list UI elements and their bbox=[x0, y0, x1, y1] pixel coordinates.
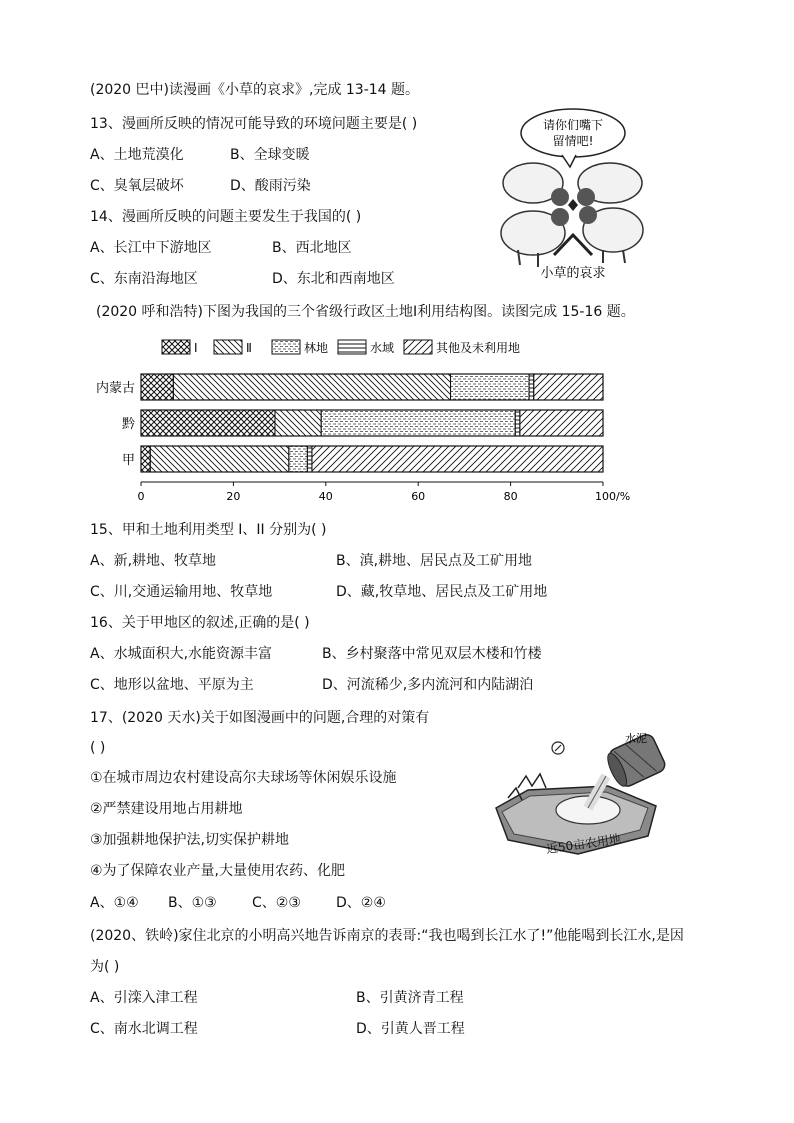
q14-option-d: D、东北和西南地区 bbox=[272, 271, 395, 287]
sheep-grazing-cartoon-icon bbox=[498, 105, 648, 285]
q17-option-a: A、①④ bbox=[90, 895, 139, 911]
x-tick-label: 60 bbox=[411, 490, 426, 503]
q13-option-a: A、土地荒漠化 bbox=[90, 147, 184, 163]
q18-stem: (2020、铁岭)家住北京的小明高兴地告诉南京的表哥:“我也喝到长江水了!”他能喝到长江水,是因 bbox=[90, 928, 684, 944]
cartoon1-speech-line1: 请你们嘴下 bbox=[542, 118, 604, 132]
cartoon2-ground-label: 近50亩农用地 bbox=[545, 831, 622, 857]
bar-segment bbox=[275, 410, 321, 436]
q13-option-b: B、全球变暖 bbox=[230, 147, 310, 163]
bar-segment bbox=[321, 410, 515, 436]
q17-option-c: C、②③ bbox=[252, 895, 301, 911]
x-tick-label: 80 bbox=[503, 490, 518, 503]
bar-segment bbox=[312, 446, 603, 472]
legend-swatch bbox=[272, 340, 300, 354]
q16-option-c: C、地形以盆地、平原为主 bbox=[90, 677, 254, 693]
bar-segment bbox=[141, 410, 275, 436]
intro-text-2: (2020 呼和浩特)下图为我国的三个省级行政区土地Ⅰ利用结构图。读图完成 15-16 题。 bbox=[96, 304, 635, 320]
legend-label: Ⅰ bbox=[194, 341, 198, 355]
cement-mixer-cartoon-icon bbox=[488, 728, 668, 858]
q18-option-c: C、南水北调工程 bbox=[90, 1021, 198, 1037]
category-label: 黔 bbox=[121, 417, 135, 432]
land-use-chart bbox=[88, 338, 648, 508]
q17-option-b: B、①③ bbox=[168, 895, 217, 911]
x-tick-label: 40 bbox=[318, 490, 333, 503]
q15-stem: 15、甲和土地利用类型 I、II 分别为( ) bbox=[90, 522, 327, 538]
q17-item-4: ④为了保障农业产量,大量使用农药、化肥 bbox=[90, 863, 345, 879]
cartoon1-caption: 小草的哀求 bbox=[540, 266, 606, 281]
q13-option-d: D、酸雨污染 bbox=[230, 178, 311, 194]
q13-stem: 13、漫画所反映的情况可能导致的环境问题主要是( ) bbox=[90, 116, 418, 132]
cartoon2-mixer-label: 水泥 bbox=[625, 732, 647, 745]
q17-option-d: D、②④ bbox=[336, 895, 386, 911]
x-tick-label: 100/% bbox=[595, 490, 631, 503]
q18-stem-blank: 为( ) bbox=[90, 959, 120, 975]
q13-option-c: C、臭氧层破坏 bbox=[90, 178, 184, 194]
q15-option-d: D、藏,牧草地、居民点及工矿用地 bbox=[336, 584, 548, 600]
q14-option-c: C、东南沿海地区 bbox=[90, 271, 198, 287]
legend-label: 其他及未利用地 bbox=[436, 341, 521, 355]
legend-swatch bbox=[338, 340, 366, 354]
q15-option-a: A、新,耕地、牧草地 bbox=[90, 553, 217, 569]
q16-option-a: A、水城面积大,水能资源丰富 bbox=[90, 646, 273, 662]
q18-option-a: A、引滦入津工程 bbox=[90, 990, 198, 1006]
bar-segment bbox=[520, 410, 603, 436]
bar-segment bbox=[289, 446, 307, 472]
q17-item-2: ②严禁建设用地占用耕地 bbox=[90, 801, 243, 817]
q15-option-b: B、滇,耕地、居民点及工矿用地 bbox=[336, 553, 533, 569]
q16-option-b: B、乡村聚落中常见双层木楼和竹楼 bbox=[322, 646, 542, 662]
q18-option-b: B、引黄济青工程 bbox=[356, 990, 464, 1006]
x-tick-label: 20 bbox=[226, 490, 241, 503]
q18-option-d: D、引黄人晋工程 bbox=[356, 1021, 465, 1037]
q16-option-d: D、河流稀少,多内流河和内陆湖泊 bbox=[322, 677, 534, 693]
q15-option-c: C、川,交通运输用地、牧草地 bbox=[90, 584, 273, 600]
bar-segment bbox=[307, 446, 312, 472]
bar-segment bbox=[515, 410, 520, 436]
bar-segment bbox=[529, 374, 534, 400]
x-tick-label: 0 bbox=[137, 490, 145, 503]
bar-segment bbox=[173, 374, 450, 400]
bar-segment bbox=[141, 446, 150, 472]
cartoon1-speech-line2: 留情吧! bbox=[552, 134, 594, 148]
q16-stem: 16、关于甲地区的叙述,正确的是( ) bbox=[90, 615, 310, 631]
q17-stem: 17、(2020 天水)关于如图漫画中的问题,合理的对策有 bbox=[90, 710, 430, 726]
intro-text-1: (2020 巴中)读漫画《小草的哀求》,完成 13-14 题。 bbox=[90, 82, 420, 98]
legend-swatch bbox=[162, 340, 190, 354]
q17-item-1: ①在城市周边农村建设高尔夫球场等休闲娱乐设施 bbox=[90, 770, 397, 786]
category-label: 甲 bbox=[121, 453, 135, 468]
q17-item-3: ③加强耕地保护法,切实保护耕地 bbox=[90, 832, 290, 848]
legend-label: Ⅱ bbox=[246, 341, 252, 355]
bar-segment bbox=[150, 446, 289, 472]
q14-stem: 14、漫画所反映的问题主要发生于我国的( ) bbox=[90, 209, 362, 225]
legend-label: 林地 bbox=[304, 341, 329, 355]
category-label: 内蒙古 bbox=[95, 381, 135, 396]
bar-segment bbox=[451, 374, 530, 400]
q14-option-b: B、西北地区 bbox=[272, 240, 352, 256]
bar-segment bbox=[141, 374, 173, 400]
q14-option-a: A、长江中下游地区 bbox=[90, 240, 212, 256]
q17-stem-blank: ( ) bbox=[90, 740, 106, 756]
legend-swatch bbox=[404, 340, 432, 354]
legend-label: 水域 bbox=[370, 341, 395, 355]
legend-swatch bbox=[214, 340, 242, 354]
bar-segment bbox=[534, 374, 603, 400]
